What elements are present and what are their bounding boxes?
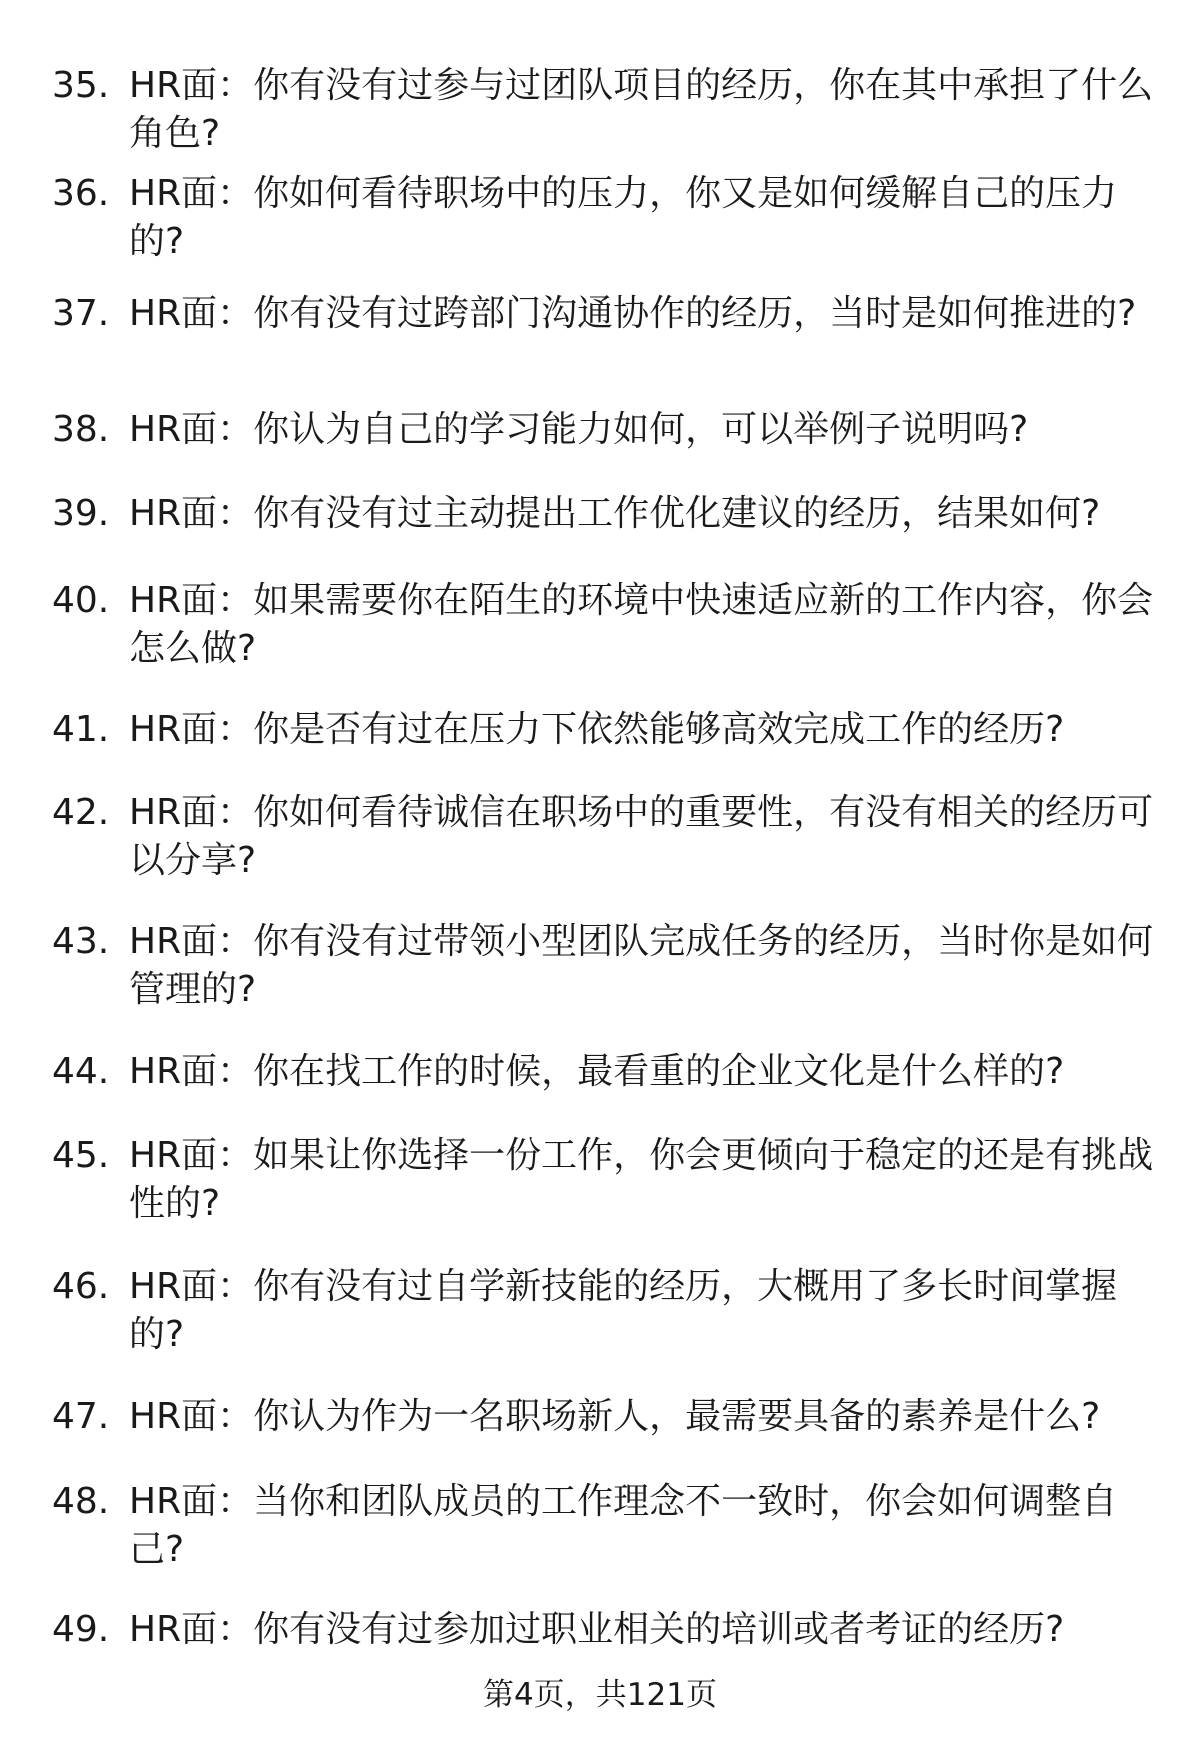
question-number: 40. xyxy=(52,580,110,621)
question-text: HR面：你有没有过跨部门沟通协作的经历，当时是如何推进的? xyxy=(129,293,1137,334)
question-text: HR面：你认为自己的学习能力如何，可以举例子说明吗? xyxy=(129,409,1029,450)
question-text: HR面：你有没有过带领小型团队完成任务的经历，当时你是如何管理的? xyxy=(129,921,1154,1010)
question-number: 44. xyxy=(52,1051,110,1092)
question-text: HR面：你在找工作的时候，最看重的企业文化是什么样的? xyxy=(129,1051,1065,1092)
question-text: HR面：你有没有过主动提出工作优化建议的经历，结果如何? xyxy=(129,493,1101,534)
question-number: 45. xyxy=(52,1135,110,1176)
question-text: HR面：你是否有过在压力下依然能够高效完成工作的经历? xyxy=(129,709,1065,750)
question-number: 46. xyxy=(52,1266,110,1307)
question-number: 36. xyxy=(52,173,110,214)
question-text: HR面：你如何看待诚信在职场中的重要性，有没有相关的经历可以分享? xyxy=(129,792,1154,881)
question-text: HR面：如果需要你在陌生的环境中快速适应新的工作内容，你会怎么做? xyxy=(129,580,1154,669)
question-number: 43. xyxy=(52,921,110,962)
question-number: 38. xyxy=(52,409,110,450)
page-number-footer: 第4页，共121页 xyxy=(483,1677,717,1713)
question-text: HR面：你认为作为一名职场新人，最需要具备的素养是什么? xyxy=(129,1396,1101,1437)
question-number: 49. xyxy=(52,1609,110,1650)
question-number: 41. xyxy=(52,709,110,750)
question-number: 47. xyxy=(52,1396,110,1437)
question-text: HR面：你有没有过自学新技能的经历，大概用了多长时间掌握的? xyxy=(129,1266,1118,1355)
question-text: HR面：如果让你选择一份工作，你会更倾向于稳定的还是有挑战性的? xyxy=(129,1135,1154,1224)
question-number: 35. xyxy=(52,65,110,106)
question-text: HR面：你有没有过参与过团队项目的经历，你在其中承担了什么角色? xyxy=(129,65,1154,154)
question-number: 42. xyxy=(52,792,110,833)
question-text: HR面：当你和团队成员的工作理念不一致时，你会如何调整自己? xyxy=(129,1481,1118,1570)
question-number: 39. xyxy=(52,493,110,534)
question-number: 37. xyxy=(52,293,110,334)
question-number: 48. xyxy=(52,1481,110,1522)
question-text: HR面：你有没有过参加过职业相关的培训或者考证的经历? xyxy=(129,1609,1065,1650)
question-text: HR面：你如何看待职场中的压力，你又是如何缓解自己的压力的? xyxy=(129,173,1118,262)
